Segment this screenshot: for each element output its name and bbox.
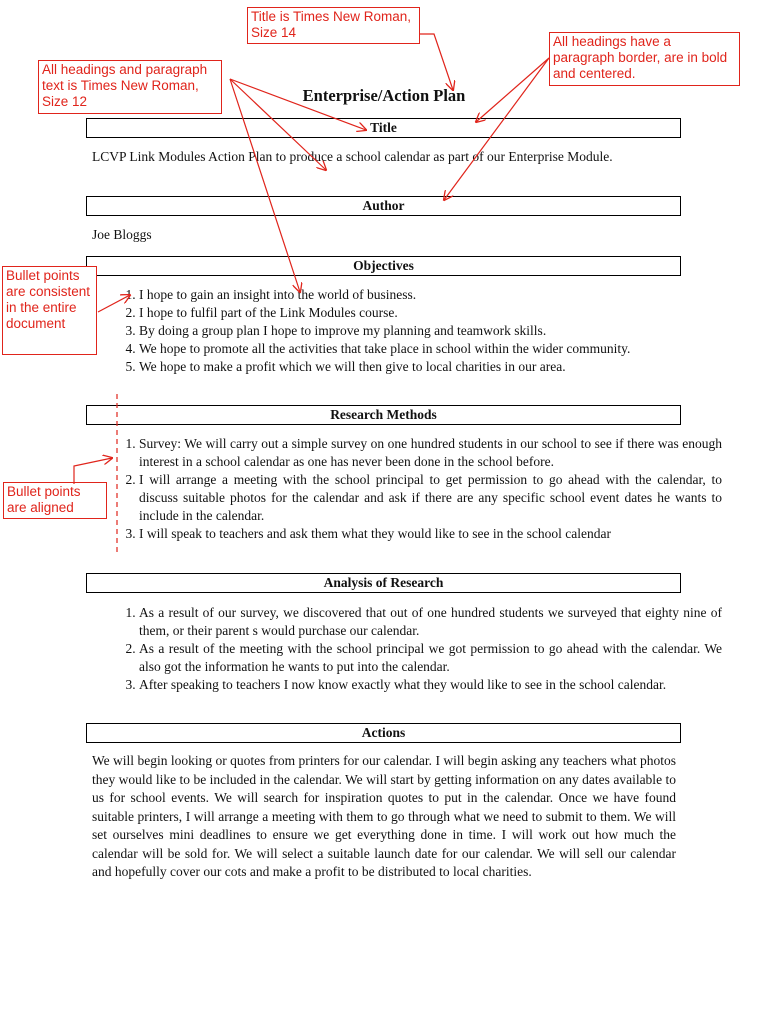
- heading-author: Author: [86, 196, 681, 216]
- objectives-list: [92, 286, 722, 376]
- list-item: 2. As a result of the meeting with the school principal we got permission to go ahead with the calendar. We also got the information he wants to put into the calendar.: [139, 640, 722, 676]
- annotation-bullets-aligned: Bullet points are aligned: [3, 482, 107, 519]
- list-item: 1. I hope to gain an insight into the world of business.: [139, 286, 722, 304]
- list-item: 1. Survey: We will carry out a simple survey on one hundred students in our school to see if there was enough interest in a school calendar as one has never been done in the school before.: [139, 435, 722, 471]
- document-title: Enterprise/Action Plan: [302, 86, 466, 105]
- list-item: 3. After speaking to teachers I now know exactly what they would like to see in the school calendar.: [139, 676, 722, 694]
- actions-text: We will begin looking or quotes from printers for our calendar. I will begin asking any teachers what photos they would like to be included in the calendar. We will start by getting information on any dates available to us for school events. We will search for inspiration quotes to put in the calendar. Once we have found suitable printers, I will arrange a meeting with them to go through what we need to submit to them. We will set ourselves mini deadlines to ensure we get everything done in time. I will work out how much the calendar will be sold for. We will select a suitable launch date for our calendar. We will sell our calendar and hopefully cover our cots and make a profit to be distributed to local charities.: [92, 753, 676, 879]
- heading-title: Title: [86, 118, 681, 138]
- list-item: 2. I will arrange a meeting with the school principal to get permission to go ahead with the calendar, to discuss suitable photos for the calendar and ask if there are any specific school event dates he wants to include in the calendar.: [139, 471, 722, 525]
- list-item: 5. We hope to make a profit which we will then give to local charities in our area.: [139, 358, 722, 376]
- analysis-list: [92, 604, 722, 694]
- research-methods-list: [92, 435, 722, 543]
- heading-analysis-of-research: Analysis of Research: [86, 573, 681, 593]
- list-item: 3. By doing a group plan I hope to improve my planning and teamwork skills.: [139, 322, 722, 340]
- list-item: 4. We hope to promote all the activities that take place in school within the wider community.: [139, 340, 722, 358]
- author-text: Joe Bloggs: [92, 227, 152, 242]
- list-item: 2. I hope to fulfil part of the Link Modules course.: [139, 304, 722, 322]
- heading-actions: Actions: [86, 723, 681, 743]
- title-text: LCVP Link Modules Action Plan to produce a school calendar as part of our Enterprise Module.: [92, 149, 613, 164]
- annotation-heading-borders: All headings have a paragraph border, are in bold and centered.: [549, 32, 740, 86]
- annotation-body-font: All headings and paragraph text is Times New Roman, Size 12: [38, 60, 222, 114]
- arrow-title-font: [420, 34, 453, 90]
- annotation-title-font: Title is Times New Roman, Size 14: [247, 7, 420, 44]
- list-item: 1. As a result of our survey, we discovered that out of one hundred students we surveyed that eighty nine of them, or their parent s would purchase our calendar.: [139, 604, 722, 640]
- heading-research-methods: Research Methods: [86, 405, 681, 425]
- annotation-bullets-consistent: Bullet points are consistent in the entire document: [2, 266, 97, 355]
- heading-objectives: Objectives: [86, 256, 681, 276]
- list-item: 3. I will speak to teachers and ask them what they would like to see in the school calendar: [139, 525, 722, 543]
